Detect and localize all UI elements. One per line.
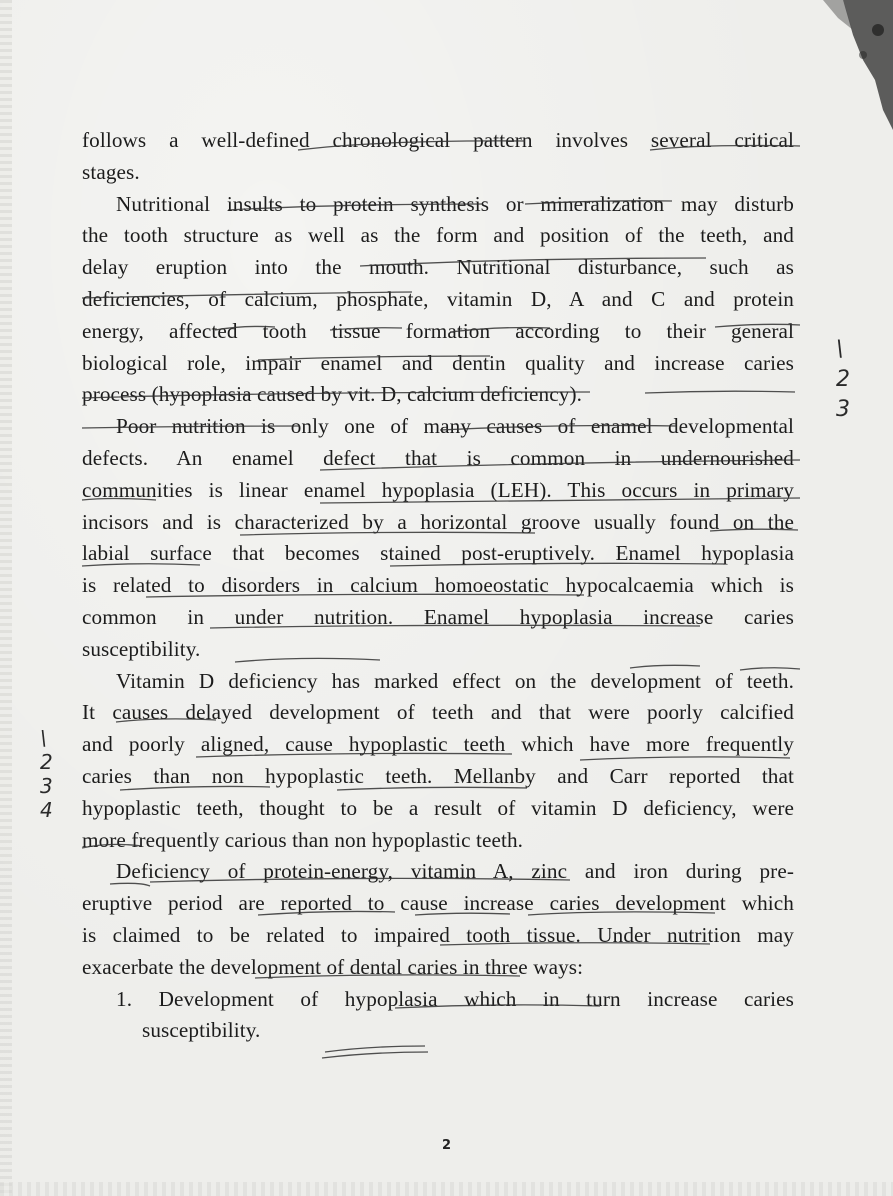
handwritten-notes-left [40, 726, 70, 822]
handwritten-note: 2 [40, 750, 53, 774]
text-line: is claimed to be related to impaired tooth tissue. Under nutrition may [82, 922, 794, 947]
scan-edge-bottom [0, 1182, 893, 1196]
text-line: deficiencies, of calcium, phosphate, vitamin D, A and C and protein [82, 286, 794, 311]
text-line: delay eruption into the mouth. Nutritional disturbance, such as [82, 255, 794, 280]
page-number: 2 [441, 1138, 452, 1153]
body-text [82, 125, 794, 1047]
text-line: is related to disorders in calcium homoeostatic hypocalcaemia which is [82, 573, 794, 598]
text-line: stages. [82, 159, 140, 184]
text-line: Nutritional insults to protein synthesis or mineralization may disturb [116, 191, 794, 216]
handwritten-note: 4 [40, 798, 53, 822]
text-line: Vitamin D deficiency has marked effect on the development of teeth. [116, 668, 794, 693]
text-line: Poor nutrition is only one of many causes of enamel developmental [116, 414, 794, 439]
text-line: caries than non hypoplastic teeth. Mellanby and Carr reported that [82, 763, 794, 788]
text-line: communities is linear enamel hypoplasia (LEH). This occurs in primary [82, 477, 794, 502]
text-line: and poorly aligned, cause hypoplastic teeth which have more frequently [82, 732, 794, 757]
handwritten-note: 3 [836, 397, 850, 422]
handwritten-note: \ [40, 726, 47, 750]
handwritten-notes-right [836, 335, 876, 425]
list-item-continuation: susceptibility. [142, 1018, 261, 1043]
text-line: more frequently carious than non hypoplastic teeth. [82, 827, 524, 852]
torn-corner-mark [783, 0, 893, 130]
text-line: follows a well-defined chronological pattern involves several critical [82, 128, 794, 152]
pen-underline [322, 1052, 428, 1058]
text-line: susceptibility. [82, 636, 201, 661]
text-line: defects. An enamel defect that is common in undernourished [82, 445, 794, 470]
text-line: the tooth structure as well as the form and position of the teeth, and [82, 223, 794, 248]
scan-edge-left [0, 0, 12, 1196]
text-line: common in under nutrition. Enamel hypoplasia increase caries [82, 604, 794, 629]
text-line: hypoplastic teeth, thought to be a result of vitamin D deficiency, were [82, 795, 794, 820]
handwritten-note: 2 [836, 367, 850, 392]
handwritten-note: \ [836, 337, 844, 362]
list-item: 1. Development of hypoplasia which in turn increase caries [116, 986, 794, 1011]
text-line: exacerbate the development of dental caries in three ways: [82, 954, 584, 979]
text-line: Deficiency of protein-energy, vitamin A, zinc and iron during pre- [116, 859, 794, 884]
text-line: eruptive period are reported to cause increase caries development which [82, 891, 794, 916]
text-line: labial surface that becomes stained post-eruptively. Enamel hypoplasia [82, 541, 794, 566]
text-line: incisors and is characterized by a horizontal groove usually found on the [82, 509, 794, 534]
text-line: process (hypoplasia caused by vit. D, calcium deficiency). [82, 382, 583, 407]
text-line: energy, affected tooth tissue formation according to their general [82, 318, 794, 343]
text-line: It causes delayed development of teeth and that were poorly calcified [82, 700, 794, 725]
handwritten-note: 3 [40, 774, 53, 798]
text-line: biological role, impair enamel and dentin quality and increase caries [82, 350, 794, 375]
